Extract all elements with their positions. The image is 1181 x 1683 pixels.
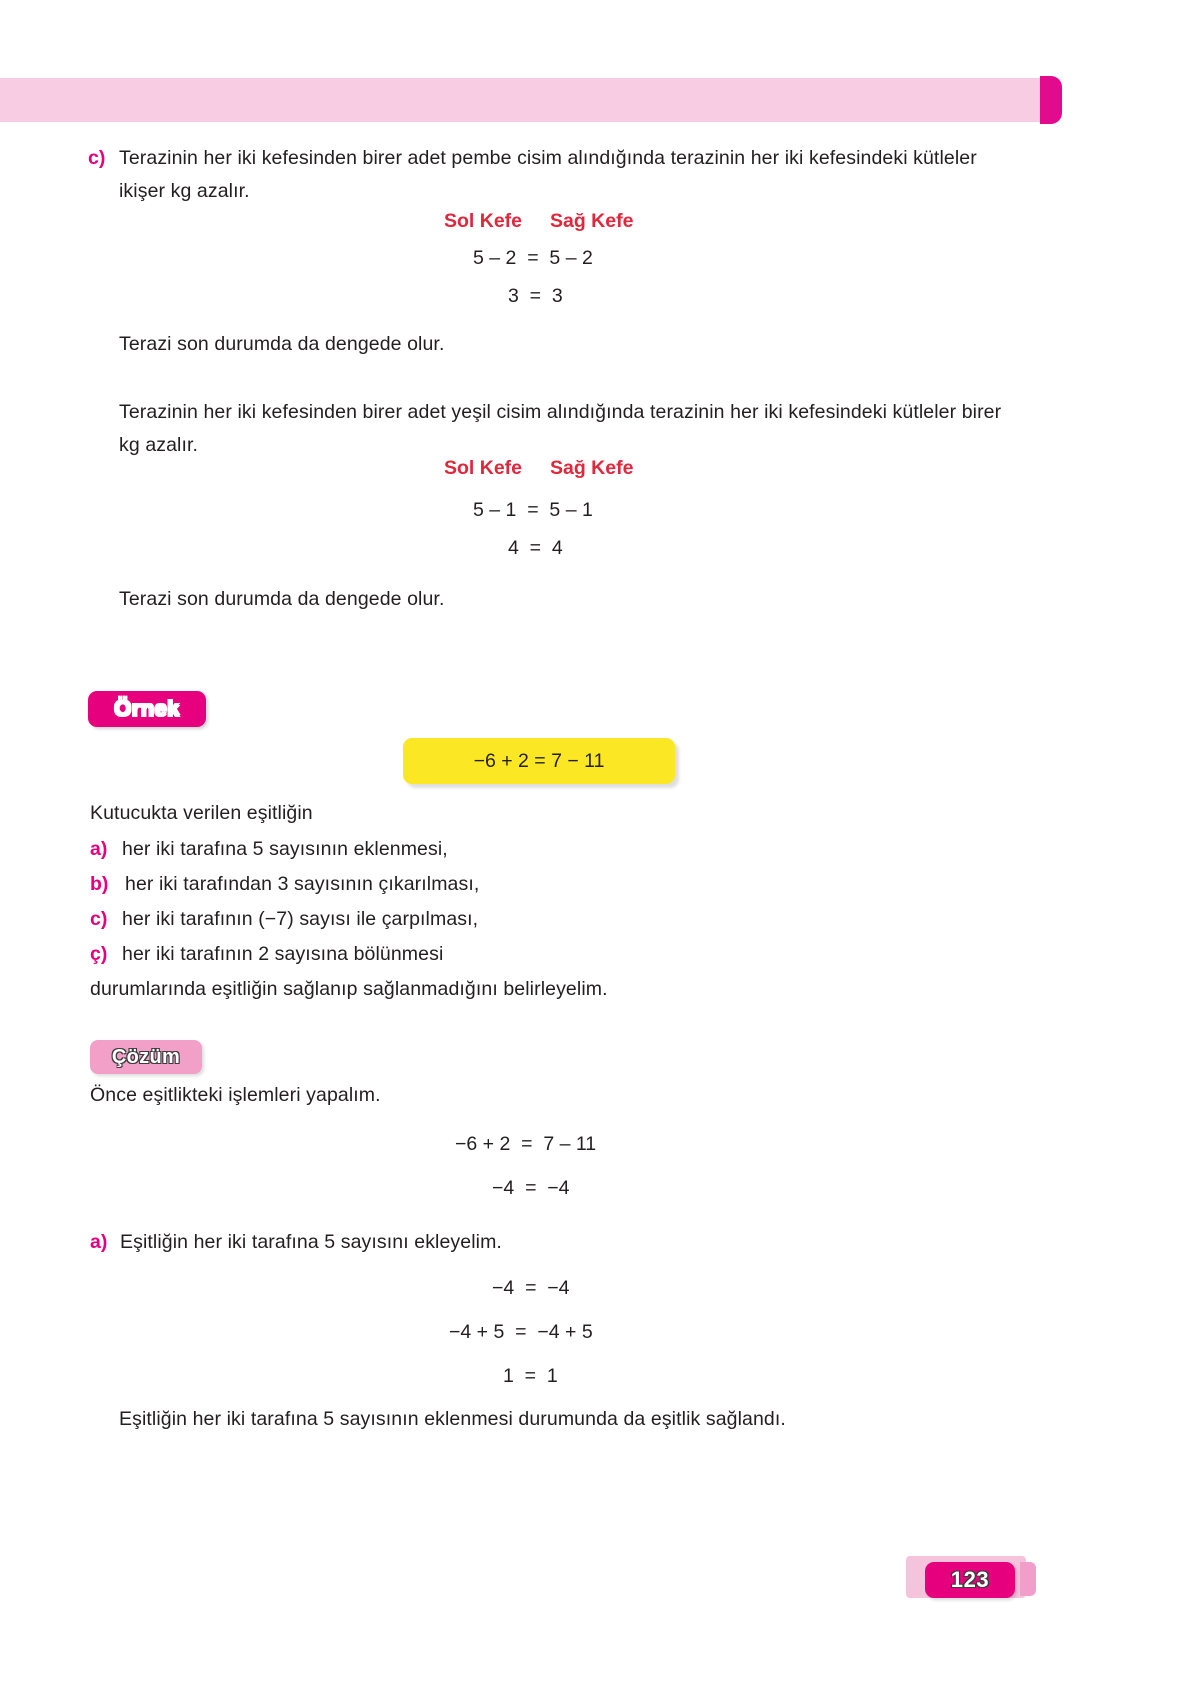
solution-step-a-marker: a) [90,1231,108,1253]
cozum-badge [90,1040,202,1074]
page-number-label: 123 [950,1567,990,1592]
section-c-marker: c) [88,147,106,169]
equation-block-1-line2: 3 = 3 [508,285,563,307]
equation-block-1-left-head: Sol Kefe [444,210,523,232]
example-item-b-text: her iki tarafından 3 sayısının çıkarılması, [125,873,480,895]
equation-block-2-line2: 4 = 4 [508,537,563,559]
equation-block-2-right-head: Sağ Kefe [550,457,634,479]
equation-block-2-line1: 5 – 1 = 5 – 1 [473,499,593,521]
example-intro: Kutucukta verilen eşitliğin [90,802,313,824]
example-item-a-text: her iki tarafına 5 sayısının eklenmesi, [122,838,448,860]
solution-step-a-equation-3: 1 = 1 [503,1365,558,1387]
example-closing: durumlarında eşitliğin sağlanıp sağlanmadığını belirleyelim. [90,978,608,1000]
example-item-c-marker: c) [90,908,108,930]
page-number-badge [925,1562,1015,1598]
solution-step-a-conclusion: Eşitliğin her iki tarafına 5 sayısının eklenmesi durumunda da eşitlik sağlandı. [119,1408,786,1430]
section-c-conclusion: Terazi son durumda da dengede olur. [119,333,445,355]
section-green-conclusion: Terazi son durumda da dengede olur. [119,588,445,610]
example-item-b-marker: b) [90,873,109,895]
highlighted-equation-box [403,738,675,784]
highlighted-equation-text: −6 + 2 = 7 − 11 [473,750,605,772]
solution-intro: Önce eşitlikteki işlemleri yapalım. [90,1084,381,1106]
section-green-text-line2: kg azalır. [119,434,199,456]
section-green-text-line1: Terazinin her iki kefesinden birer adet yeşil cisim alındığında terazinin her iki kefesindeki kütleler birer [119,401,1002,423]
example-item-a-marker: a) [90,838,108,860]
solution-equation-1: −6 + 2 = 7 – 11 [455,1133,597,1155]
header-decorative-bar [0,78,1045,122]
cozum-badge-label: Çözüm [111,1046,181,1068]
solution-step-a-equation-1: −4 = −4 [492,1277,570,1299]
example-item-c-cedilla-marker: ç) [90,943,108,965]
solution-step-a-text: Eşitliğin her iki tarafına 5 sayısını ekleyelim. [120,1231,502,1253]
solution-equation-2: −4 = −4 [492,1177,570,1199]
equation-block-2-left-head: Sol Kefe [444,457,523,479]
solution-step-a-equation-2: −4 + 5 = −4 + 5 [449,1321,593,1343]
section-c-text-line1: Terazinin her iki kefesinden birer adet pembe cisim alındığında terazinin her iki kefesindeki kütleler [119,147,977,169]
ornek-badge-label: Örnek [114,696,180,721]
equation-block-1-right-head: Sağ Kefe [550,210,634,232]
example-item-c-cedilla-text: her iki tarafının 2 sayısına bölünmesi [122,943,444,965]
ornek-badge [88,691,206,727]
header-bar-end-cap [1040,76,1062,124]
equation-block-1-line1: 5 – 2 = 5 – 2 [473,247,593,269]
example-item-c-text: her iki tarafının (−7) sayısı ile çarpılması, [122,908,479,930]
section-c-text-line2: ikişer kg azalır. [119,180,250,202]
